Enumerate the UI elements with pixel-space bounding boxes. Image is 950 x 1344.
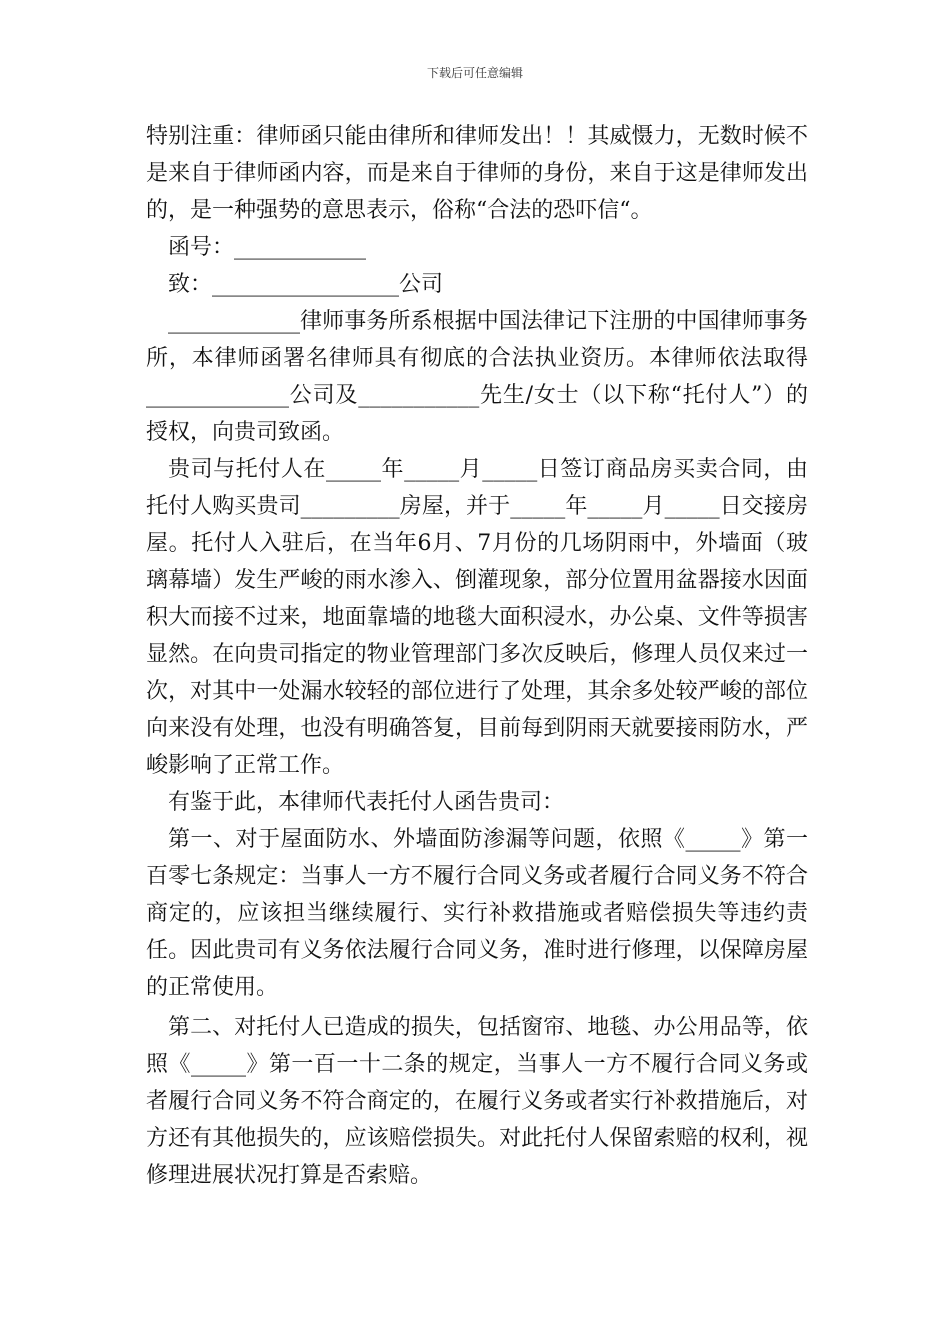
law-firm-intro-paragraph: ____________律师事务所系根据中国法律记下注册的中国律师事务所，本律师函署名律师具有彻底的合法执业资历。本律师依法取得_____________公司及___________先生/女士（以下称“托付人”）的授权，向贵司致函。 xyxy=(146,309,808,445)
page-header: 下载后可任意编辑 xyxy=(426,66,523,80)
facts-paragraph: 贵司与托付人在_____年_____月_____日签订商品房买卖合同，由托付人购买贵司_________房屋，并于_____年_____月_____日交接房屋。托付人入驻后，在当年6月、7月份的几场阴雨中，外墙面（玻璃幕墙）发生严峻的雨水渗入、倒灌现象，部分位置用盆器接水因面积大而接不过来，地面靠墙的地毯大面积浸水，办公桌、文件等损害显然。在向贵司指定的物业管理部门多次反映后，修理人员仅来过一次，对其中一处漏水较轻的部位进行了处理，其余多处较严峻的部位向来没有处理，也没有明确答复，目前每到阴雨天就要接雨防水，严峻影响了正常工作。 xyxy=(146,457,808,778)
recipient-line: 致：_________________公司 xyxy=(168,272,444,297)
first-clause-paragraph: 第一、对于屋面防水、外墙面防渗漏等问题，依照《_____》第一百零七条规定：当事人一方不履行合同义务或者履行合同义务不符合商定的，应该担当继续履行、实行补救措施或者赔偿损失等违约责任。因此贵司有义务依法履行合同义务，准时进行修理，以保障房屋的正常使用。 xyxy=(146,827,808,1000)
letter-number-line: 函号：____________ xyxy=(168,235,367,260)
notice-intro-line: 有鉴于此，本律师代表托付人函告贵司： xyxy=(168,790,565,815)
second-clause-paragraph: 第二、对托付人已造成的损失，包括窗帘、地毯、办公用品等，依照《_____》第一百一十二条的规定，当事人一方不履行合同义务或者履行合同义务不符合商定的，在履行义务或者实行补救措施后，对方还有其他损失的，应该赔偿损失。对此托付人保留索赔的权利，视修理进展状况打算是否索赔。 xyxy=(146,1015,808,1188)
special-note-paragraph: 特别注重：律师函只能由律所和律师发出！！其威慑力，无数时候不是来自于律师函内容，而是来自于律师的身份，来自于这是律师发出的，是一种强势的意思表示，俗称“合法的恐吓信“。 xyxy=(146,124,808,223)
document-body xyxy=(146,118,808,1194)
